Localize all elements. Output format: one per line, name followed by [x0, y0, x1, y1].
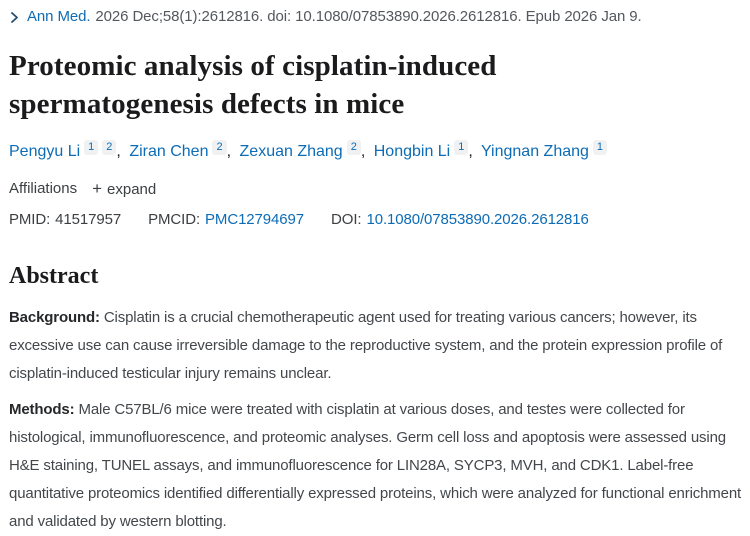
chevron-right-icon [9, 12, 20, 23]
author-link[interactable]: Yingnan Zhang [480, 143, 589, 160]
background-label: Background: [9, 309, 100, 326]
author-affiliation-superscript[interactable]: 2 [347, 140, 361, 155]
author-item [374, 143, 477, 160]
author-separator: , [468, 143, 473, 160]
methods-text: Male C57BL/6 mice were treated with cisplatin at various doses, and testes were collected for histological, immunofluorescence, and proteomic analyses. Germ cell loss and apoptosis were assessed using H&E staining, TUNEL assays, and immunofluorescence for LIN28A, SYCP3, MVH, and CDK1. Label-free quantitative proteomics identified differentially expressed proteins, which were analyzed for functional enrichment and validated by western blotting. [9, 401, 742, 530]
pmid-group [9, 210, 121, 229]
article-title: Proteomic analysis of cisplatin-induced spermatogenesis defects in mice [9, 50, 497, 120]
journal-link[interactable]: Ann Med. [27, 8, 91, 25]
pmid-label: PMID: [9, 211, 51, 228]
abstract-methods-paragraph [9, 396, 746, 536]
pmid-value: 41517957 [55, 211, 122, 228]
author-link[interactable]: Hongbin Li [373, 143, 451, 160]
identifiers-row [9, 210, 746, 229]
author-link[interactable]: Pengyu Li [9, 143, 81, 160]
author-separator: , [116, 143, 121, 160]
author-affiliation-superscript[interactable]: 1 [593, 140, 607, 155]
citation-line [9, 8, 746, 26]
author-link[interactable]: Ziran Chen [129, 143, 209, 160]
background-text: Cisplatin is a crucial chemotherapeutic agent used for treating various cancers; however, its excessive use can cause irreversible damage to the reproductive system, and the protein expression profile of cisplatin-induced testicular injury remains unclear. [9, 309, 723, 382]
author-item [481, 143, 607, 160]
author-separator: , [360, 143, 366, 160]
authors-list [9, 141, 746, 163]
plus-icon: + [92, 179, 103, 198]
author-item [129, 143, 235, 160]
methods-label: Methods: [9, 401, 75, 418]
doi-label: DOI: [331, 211, 362, 228]
doi-group [331, 210, 589, 229]
doi-link[interactable]: 10.1080/07853890.2026.2612816 [366, 211, 589, 228]
affiliations-label: Affiliations [9, 180, 78, 197]
author-item [9, 143, 125, 160]
citation-text: 2026 Dec;58(1):2612816. doi: 10.1080/07853890.2026.2612816. Epub 2026 Jan 9. [95, 8, 642, 25]
author-affiliation-superscript[interactable]: 2 [102, 140, 116, 155]
author-affiliation-superscript[interactable]: 1 [454, 140, 468, 155]
pmcid-group [148, 210, 304, 229]
abstract-background-paragraph [9, 304, 746, 388]
abstract-heading: Abstract [9, 263, 99, 289]
affiliations-expand-button[interactable] [92, 181, 156, 198]
author-item [240, 143, 370, 160]
affiliations-row [9, 179, 746, 199]
author-link[interactable]: Zexuan Zhang [239, 143, 343, 160]
author-affiliation-superscript[interactable]: 2 [212, 140, 226, 155]
expand-label: expand [107, 180, 157, 198]
author-separator: , [226, 143, 232, 160]
pmcid-label: PMCID: [148, 211, 201, 228]
pmcid-link[interactable]: PMC12794697 [205, 211, 305, 228]
author-affiliation-superscript[interactable]: 1 [84, 140, 98, 155]
